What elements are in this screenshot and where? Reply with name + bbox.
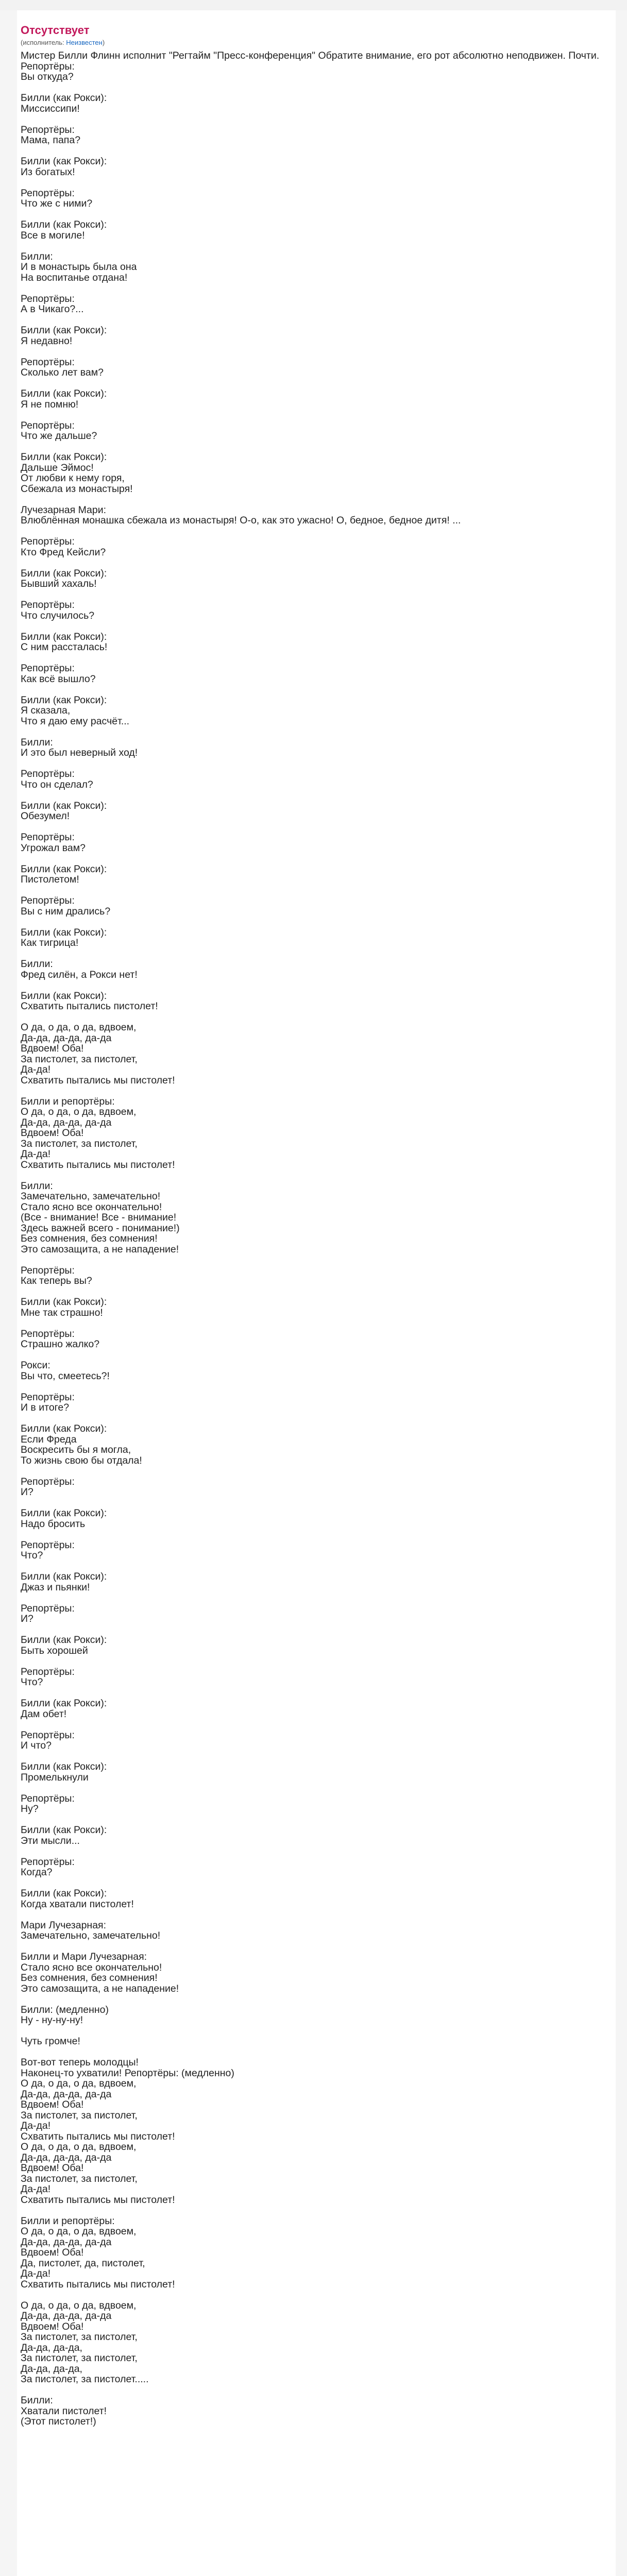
song-title: Отсутствует (21, 24, 90, 37)
meta-prefix: (исполнитель: (21, 39, 66, 46)
left-margin (0, 10, 17, 2576)
song-content (21, 23, 618, 2427)
lyrics-text: Мистер Билли Флинн исполнит "Регтайм "Пресс-конференция" Обратите внимание, его рот абсолютно неподвижен. Почти. Репортёры: Вы откуда? Билли (как Рокси): Миссиссипи! Репортёры: Мама, папа? Билли (как Рокси): Из богатых! Репортёры: Что же с ними? Билли (как Рокси): Все в могиле! Билли: И в монастырь была она На воспитанье отдана! Репортёры: А в Чикаго?... Билли (как Рокси): Я недавно! Репортёры: Сколько лет вам? Билли (как Рокси): Я не помню! Репортёры: Что же дальше? Билли (как Рокси): Дальше Эймос! От любви к нему горя, Сбежала из монастыря! Лучезарная Мари: Влюблённая монашка сбежала из монастыря! О-о, как это ужасно! О, бедное, бедное дитя! ... Репортёры: Кто Фред Кейсли? Билли (как Рокси): Бывший хахаль! Репортёры: Что случилось? Билли (как Рокси): С ним рассталась! Репортёры: Как всё вышло? Билли (как Рокси): Я сказала, Что я даю ему расчёт... Билли: И это был неверный ход! Репортёры: Что он сделал? Билли (как Рокси): Обезумел! Репортёры: Угрожал вам? Билли (как Рокси): Пистолетом! Репортёры: Вы с ним дрались? Билли (как Рокси): Как тигрица! Билли: Фред силён, а Рокси нет! Билли (как Рокси): Схватить пытались пистолет! О да, о да, о да, вдвоем, Да-да, да-да, да-да Вдвоем! Оба! За пистолет, за пистолет, Да-да! Схватить пытались мы пистолет! Билли и репортёры: О да, о да, о да, вдвоем, Да-да, да-да, да-да Вдвоем! Оба! За пистолет, за пистолет, Да-да! Схватить пытались мы пистолет! Билли: Замечательно, замечательно! Стало ясно все окончательно! (Все - внимание! Все - внимание! Здесь важней всего - понимание!) Без сомнения, без сомнения! Это самозащита, а не нападение! Репортёры: Как теперь вы? Билли (как Рокси): Мне так страшно! Репортёры: Страшно жалко? Рокси: Вы что, смеетесь?! Репортёры: И в итоге? Билли (как Рокси): Если Фреда Воскресить бы я могла, То жизнь свою бы отдала! Репортёры: И? Билли (как Рокси): Надо бросить Репортёры: Что? Билли (как Рокси): Джаз и пьянки! Репортёры: И? Билли (как Рокси): Быть хорошей Репортёры: Что? Билли (как Рокси): Дам обет! Репортёры: И что? Билли (как Рокси): Промелькнули Репортёры: Ну? Билли (как Рокси): Эти мысли... Репортёры: Когда? Билли (как Рокси): Когда хватали пистолет! Мари Лучезарная: Замечательно, замечательно! Билли и Мари Лучезарная: Стало ясно все окончательно! Без сомнения, без сомнения! Это самозащита, а не нападение! Билли: (медленно) Ну - ну-ну-ну! Чуть громче! Вот-вот теперь молодцы! Наконец-то ухватили! Репортёры: (медленно) О да, о да, о да, вдвоем, Да-да, да-да, да-да Вдвоем! Оба! За пистолет, за пистолет, Да-да! Схватить пытались мы пистолет! О да, о да, о да, вдвоем, Да-да, да-да, да-да Вдвоем! Оба! За пистолет, за пистолет, Да-да! Схватить пытались мы пистолет! Билли и репортёры: О да, о да, о да, вдвоем, Да-да, да-да, да-да Вдвоем! Оба! Да, пистолет, да, пистолет, Да-да! Схватить пытались мы пистолет! О да, о да, о да, вдвоем, Да-да, да-да, да-да Вдвоем! Оба! За пистолет, за пистолет, Да-да, да-да, За пистолет, за пистолет, Да-да, да-да, За пистолет, за пистолет..... Билли: Хватали пистолет! (Этот пистолет!) (21, 50, 600, 2427)
meta-suffix: ) (102, 39, 105, 46)
song-meta (21, 38, 618, 47)
artist-link[interactable]: Неизвестен (66, 39, 103, 46)
